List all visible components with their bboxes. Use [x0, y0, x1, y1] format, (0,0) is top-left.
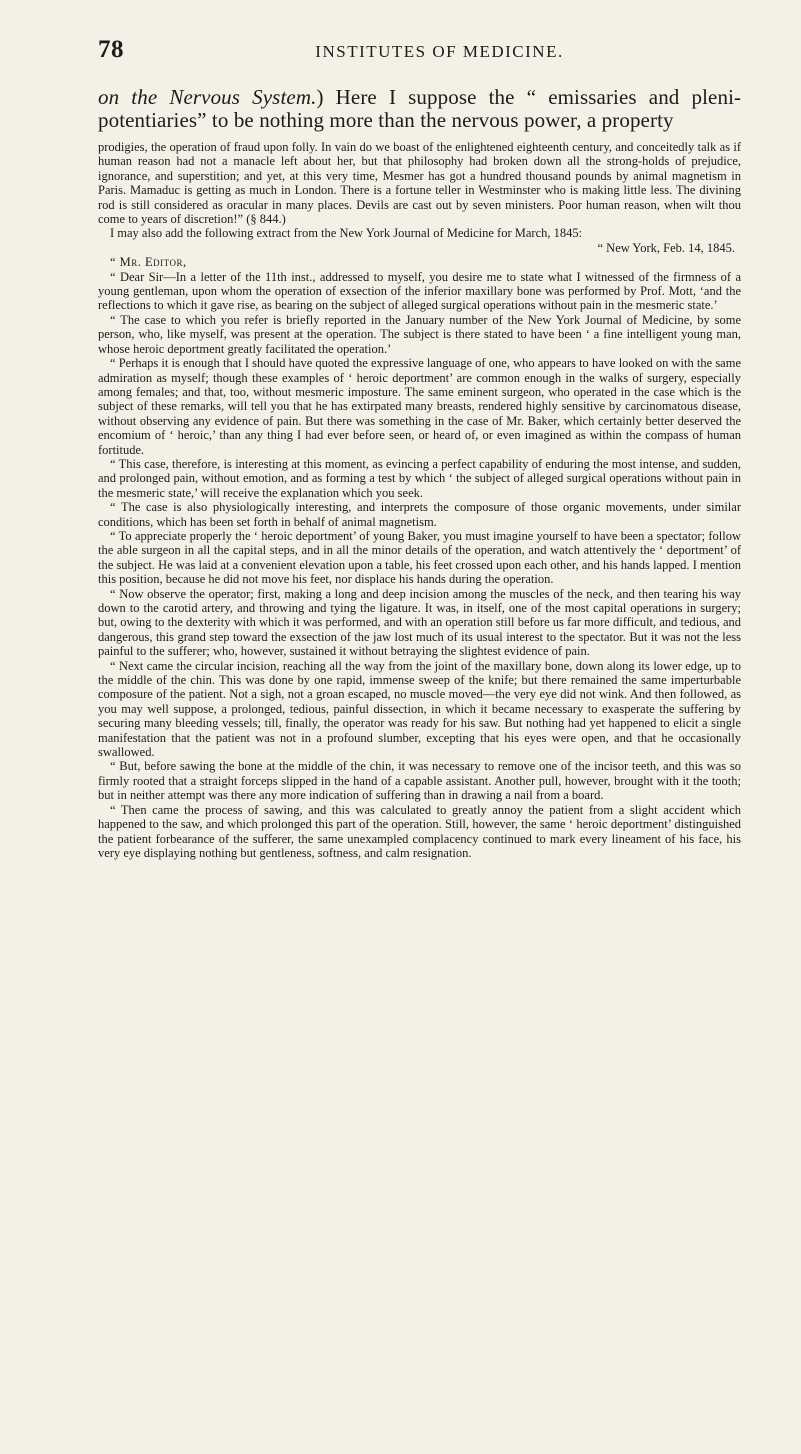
lead-italic-phrase: on the Nervous System.	[98, 85, 317, 109]
body-text	[98, 140, 741, 860]
letter-salutation: “ Mr. Editor,	[110, 255, 187, 270]
paragraph: prodigies, the operation of fraud upon folly. In vain do we boast of the enlightened eighteenth century, and conceitedly talk as if human reason had not a manacle left about her, but that philosophy had broken down all the strong-holds of prejudice, ignorance, and superstition; and yet, at this very time, Mesmer has got a hundred thousand pounds by animal magnetism in Paris. Mamaduc is getting as much in London. There is a fortune teller in Westminster who is making little less. The divining rod is still considered as oracular in many places. Devils are cast out by seven ministers. Poor human reason, when wilt thou come to years of discretion!” (§ 844.)	[98, 140, 741, 227]
running-title: INSTITUTES OF MEDICINE.	[315, 42, 564, 61]
paragraph: “ To appreciate properly the ‘ heroic deportment’ of young Baker, you must imagine yourself to have been a spectator; follow the able surgeon in all the capital steps, and in all the minor details of the operation, and watch attentively the ‘ deportment’ of the subject. He was laid at a convenient elevation upon a table, his feet crossed upon each other, and his hands lapped. I mention this position, because he did not move his feet, nor displace his hands during the operation.	[98, 528, 741, 587]
paragraph: “ Perhaps it is enough that I should have quoted the expressive language of one, who appears to have looked on with the same admiration as myself; though these examples of ‘ heroic deportment’ are common enough in the walks of surgery, especially among females; and that, too, without mesmeric imposture. The same eminent surgeon, who operated in the case which is the subject of these remarks, will tell you that he has extirpated many breasts, rendered highly sensitive by carcinomatous disease, without observing any evidence of pain. But there was something in the case of Mr. Baker, which certainly better deserved the encomium of ‘ heroic,’ than any thing I had ever before seen, or heard of, or even imagined as within the compass of human fortitude.	[98, 356, 741, 457]
page-number: 78	[98, 36, 124, 63]
paragraph: “ This case, therefore, is interesting at this moment, as evincing a perfect capability of enduring the most intense, and sudden, and prolonged pain, without emotion, and as forming a test by which ‘ the subject of alleged surgical operations without pain in the mesmeric state,’ will receive the explanation which you seek.	[98, 456, 741, 500]
paragraph: “ The case to which you refer is briefly reported in the January number of the New York Journal of Medicine, by some person, who, like myself, was present at the operation. The subject is there stated to have been ‘ a fine intelligent young man, whose heroic deportment greatly facilitated the operation.’	[98, 312, 741, 356]
lead-text: ) Here I suppose the “ emissaries and plenipotentiaries” to be nothing more than the nervous power, a property	[98, 85, 741, 132]
paragraph: “ Next came the circular incision, reaching all the way from the joint of the maxillary bone, down along its lower edge, up to the middle of the chin. This was done by one rapid, immense sweep of the knife; but there remained the same imperturbable composure of the patient. Not a sigh, not a groan escaped, no muscle moved—the very eye did not wink. And then followed, as you may well suppose, a prolonged, tedious, painful dissection, in which it became necessary to exasperate the suffering by securing many bleeding vessels; till, finally, the operator was ready for his saw. But nothing had yet happened to elicit a single manifestation that the patient was not in a profound slumber, excepting that his eyes were open, and that he occasionally swallowed.	[98, 658, 741, 760]
letter-dateline: “ New York, Feb. 14, 1845.	[597, 240, 735, 255]
lead-paragraph	[98, 86, 741, 132]
paragraph: “ The case is also physiologically interesting, and interprets the composure of those organic movements, under similar conditions, which has been set forth in behalf of animal magnetism.	[98, 500, 741, 529]
paragraph: “ Now observe the operator; first, making a long and deep incision among the muscles of the neck, and then tearing his way down to the carotid artery, and throwing and tying the ligature. It was, in itself, one of the most capital operations in surgery; but, owing to the dexterity with which it was performed, and with an operation still before us far more difficult, and tedious, and dangerous, this grand step toward the exsection of the jaw lost much of its usual interest to the spectator. But it was not the less painful to the sufferer; who, however, sustained it without betraying the slightest evidence of pain.	[98, 586, 741, 659]
paragraph: “ Dear Sir—In a letter of the 11th inst., addressed to myself, you desire me to state what I witnessed of the firmness of a young gentleman, upon whom the operation of exsection of the inferior maxillary bone was performed by Prof. Mott, ‘and the reflections to which it gave rise, as bearing on the subject of alleged surgical operations without pain in the mesmeric state.’	[98, 269, 741, 313]
paragraph: I may also add the following extract from the New York Journal of Medicine for March, 1845:	[110, 226, 583, 241]
running-head	[98, 0, 741, 70]
paragraph: “ Then came the process of sawing, and this was calculated to greatly annoy the patient from a slight accident which happened to the saw, and which prolonged this part of the operation. Still, however, the same ‘ heroic deportment’ distinguished the patient forbearance of the sufferer, the same unexampled complacency continued to mark every lineament of his face, his very eye displaying nothing but gentleness, softness, and calm resignation.	[98, 802, 741, 860]
paragraph: “ But, before sawing the bone at the middle of the chin, it was necessary to remove one of the incisor teeth, and this was so firmly rooted that a straight forceps slipped in the hand of a capable assistant. Another pull, however, brought with it the tooth; but in neither attempt was there any more indication of suffering than in drawing a nail from a board.	[98, 759, 741, 803]
